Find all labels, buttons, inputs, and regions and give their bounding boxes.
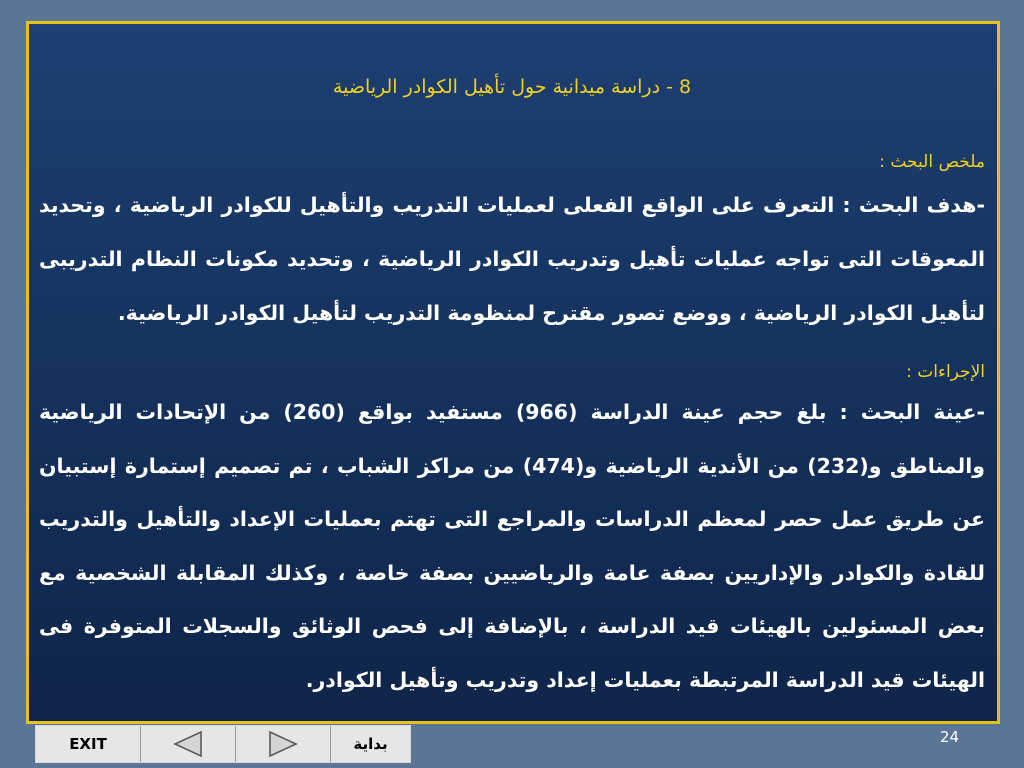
previous-button[interactable] <box>141 726 236 762</box>
start-button[interactable]: بداية <box>353 735 388 753</box>
next-button[interactable] <box>236 726 331 762</box>
research-sample-paragraph: -عينة البحث : بلغ حجم عينة الدراسة (966) مستفيد بواقع (260) من الإتحادات الرياضية والمناطق و(232) من الأندية الرياضية و(474) من مراكز الشباب ، تم تصميم إستمارة إستبيان عن طريق عمل حصر لمعظم الدراسات والمراجع التى تهتم بعمليات الإعداد والتأهيل والتدريب للقادة والكوادر والإداريين بصفة عامة والرياضيين بصفة خاصة ، وكذلك المقابلة الشخصية مع بعض المسئولين بالهيئات قيد الدراسة ، بالإضافة إلى فحص الوثائق والسجلات المتوفرة فى الهيئات قيد الدراسة المرتبطة بعمليات إعداد وتدريب وتأهيل الكوادر. <box>39 400 985 692</box>
summary-heading: ملخص البحث : <box>879 152 985 172</box>
slide-content <box>39 24 985 721</box>
page-number: 24 <box>940 728 960 746</box>
slide-frame <box>26 21 1000 724</box>
exit-button[interactable]: EXIT <box>36 726 141 762</box>
procedures-heading: الإجراءات : <box>906 362 985 382</box>
triangle-left-icon <box>171 729 205 759</box>
slide-title: 8 - دراسة ميدانية حول تأهيل الكوادر الرياضية <box>332 76 692 98</box>
research-goal-paragraph: -هدف البحث : التعرف على الواقع الفعلى لعمليات التدريب والتأهيل للكوادر الرياضية ، وتحديد المعوقات التى تواجه عمليات تأهيل وتدريب الكوادر الرياضية ، وتحديد مكونات النظام التدريبى لتأهيل الكوادر الرياضية ، ووضع تصور مقترح لمنظومة التدريب لتأهيل الكوادر الرياضية. <box>39 193 985 325</box>
navigation-bar <box>35 725 411 763</box>
triangle-right-icon <box>266 729 300 759</box>
